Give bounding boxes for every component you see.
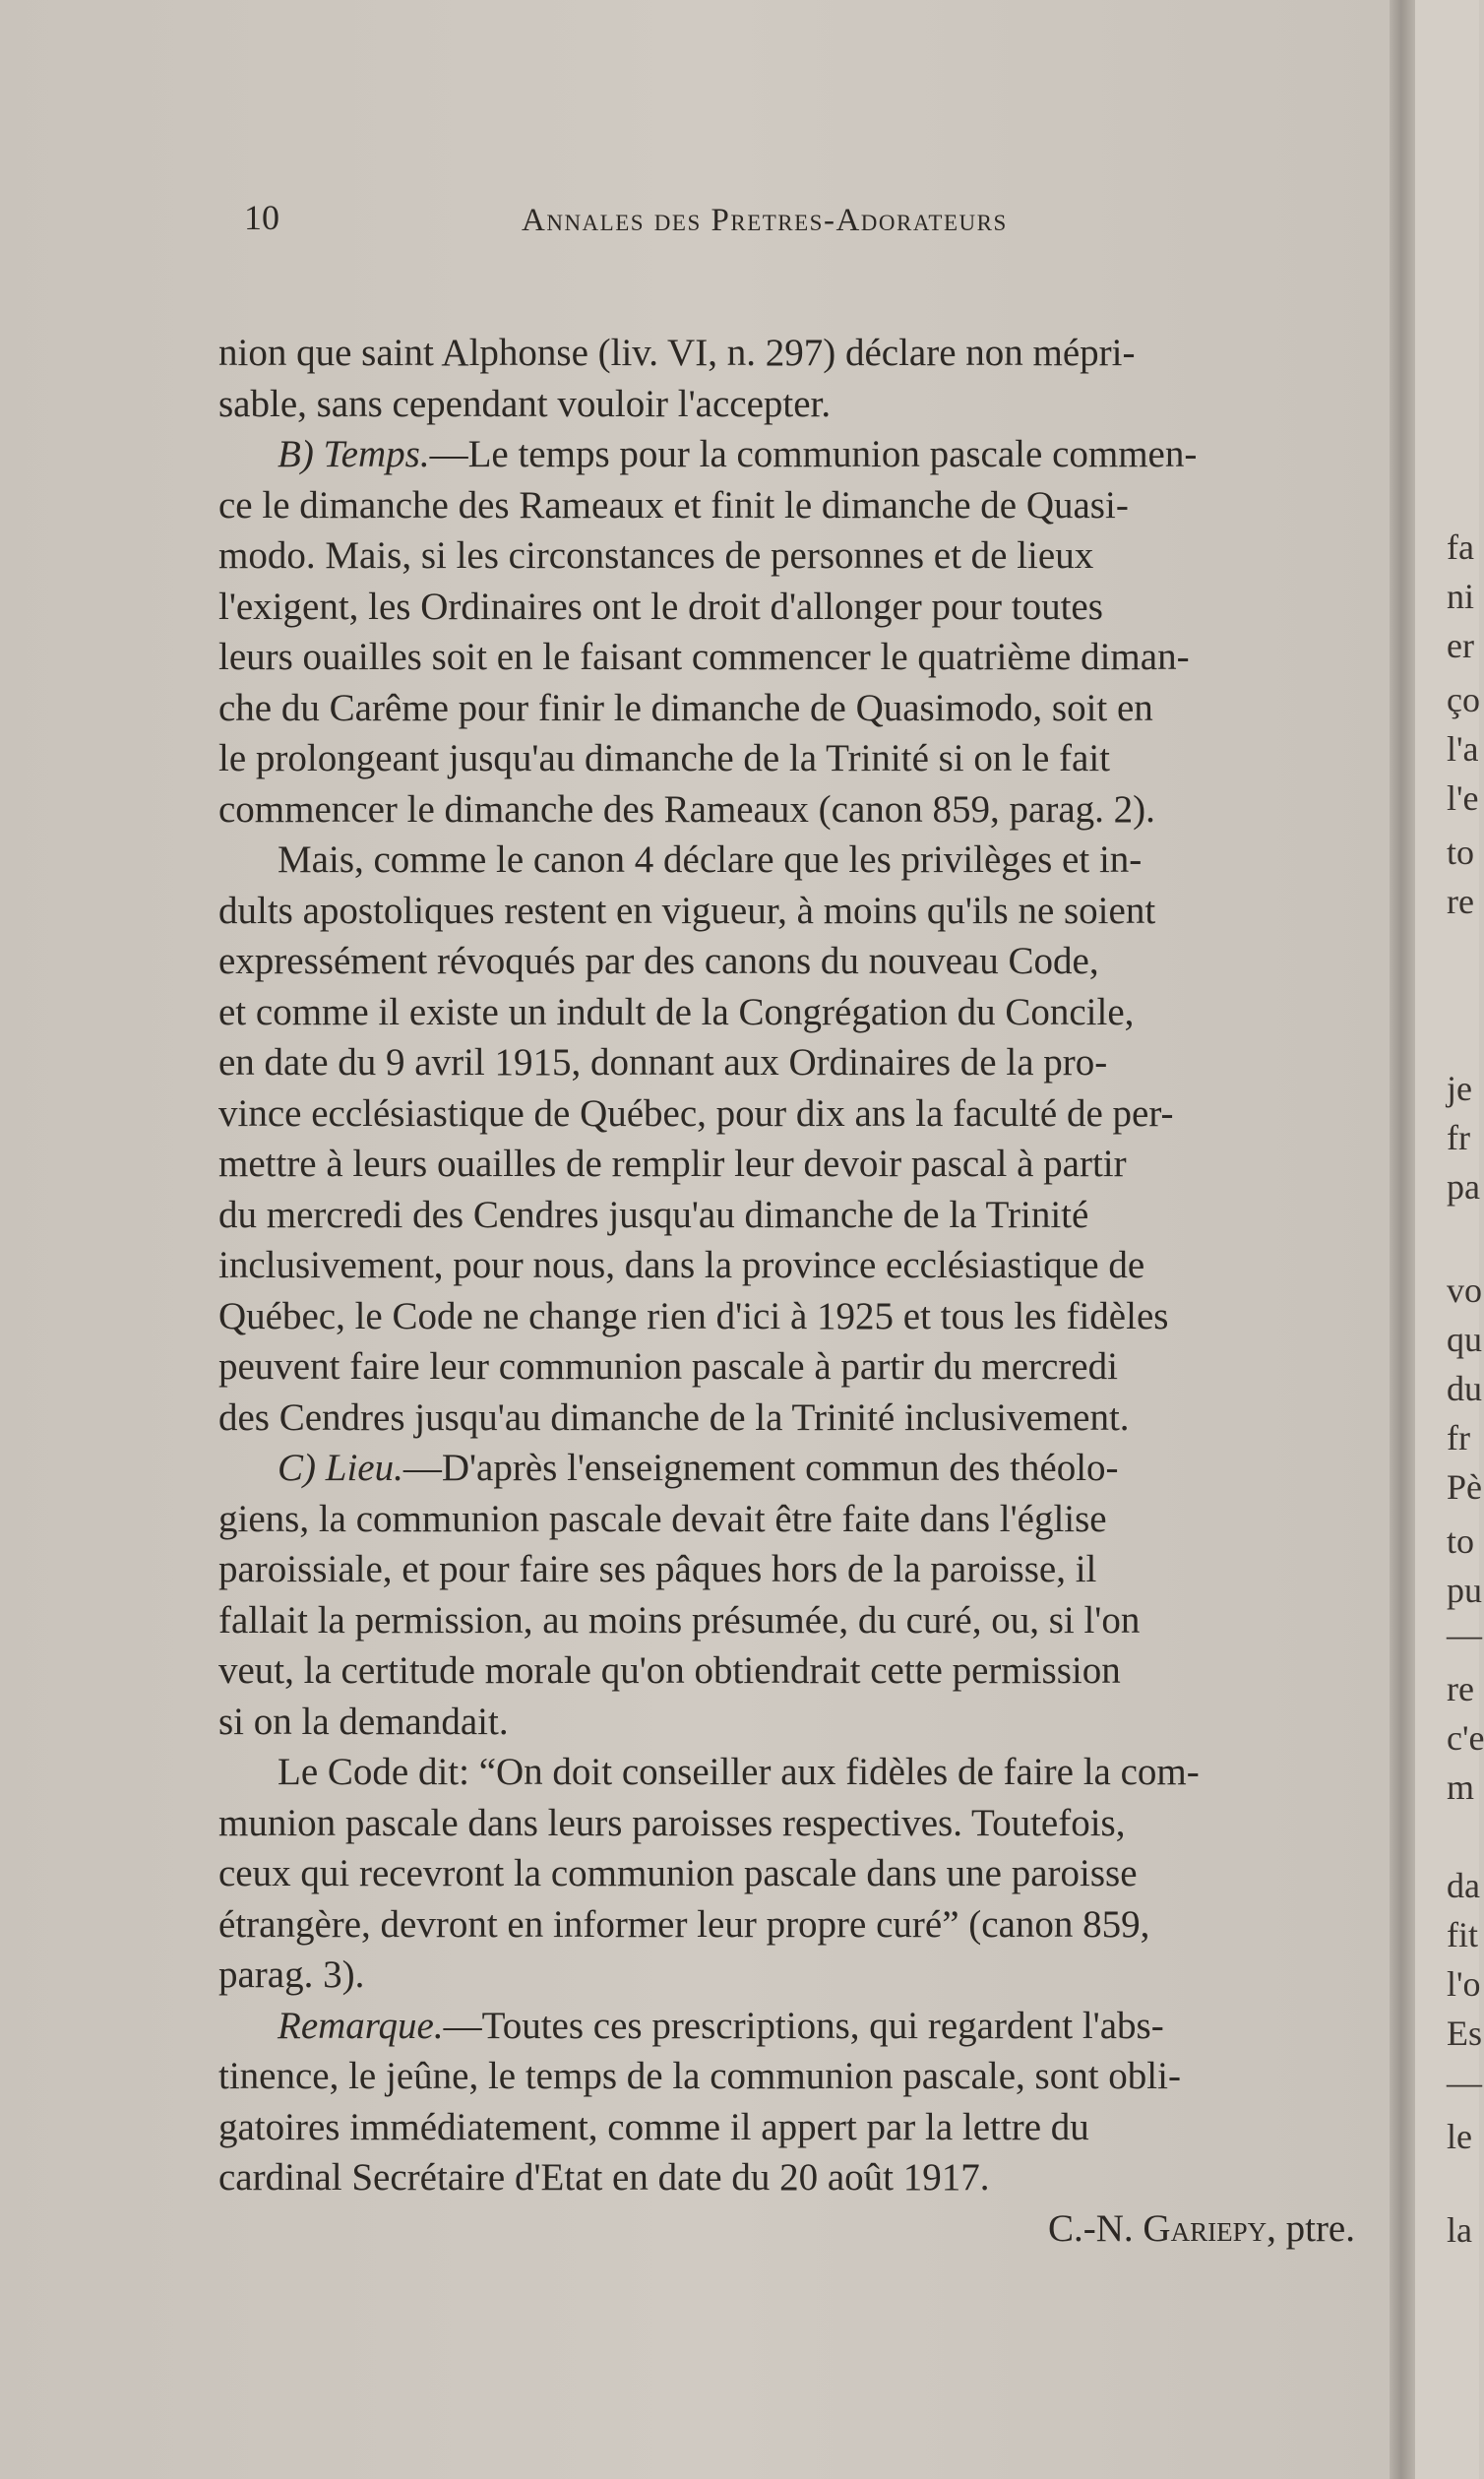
facing-page-fragment: to — [1447, 1521, 1475, 1561]
text-line — [218, 2154, 1380, 2201]
line-text: l'exigent, les Ordinaires ont le droit d'allonger pour toutes — [218, 585, 1103, 628]
section-lead: C) Lieu. — [278, 1447, 403, 1489]
facing-page-fragment: fit — [1447, 1915, 1478, 1954]
facing-page-fragment: pu — [1447, 1571, 1482, 1610]
facing-page-fragment: — — [1447, 2063, 1482, 2102]
line-text: inclusivement, pour nous, dans la province ecclésiastique de — [218, 1244, 1145, 1286]
facing-page-fragment: Es — [1447, 2014, 1482, 2053]
line-text: paroissiale, et pour faire ses pâques hors de la paroisse, il — [218, 1548, 1097, 1590]
line-text: sable, sans cependant vouloir l'accepter. — [218, 382, 832, 425]
line-text: cardinal Secrétaire d'Etat en date du 20 août 1917. — [218, 2156, 990, 2199]
text-line — [218, 634, 1380, 681]
text-line — [218, 888, 1380, 935]
line-text: che du Carême pour finir le dimanche de Quasimodo, soit en — [218, 686, 1153, 729]
article-body — [218, 330, 1380, 2259]
text-line — [218, 1901, 1380, 1949]
facing-page-fragment: vo — [1447, 1270, 1482, 1310]
line-text: si on la demandait. — [218, 1700, 509, 1743]
line-text: parag. 3). — [218, 1953, 365, 1996]
facing-page-fragment: la — [1447, 2210, 1472, 2250]
facing-page-fragment: je — [1447, 1069, 1472, 1108]
signature — [1048, 2205, 1355, 2253]
text-line — [218, 1192, 1380, 1239]
line-text: leurs ouailles soit en le faisant commencer le quatrième diman- — [218, 636, 1190, 678]
text-line — [218, 938, 1380, 985]
line-text: des Cendres jusqu'au dimanche de la Trinité inclusivement. — [218, 1395, 1130, 1439]
line-text: Mais, comme le canon 4 déclare que les privilèges et in- — [278, 838, 1143, 881]
book-gutter — [1390, 0, 1415, 2479]
text-line — [218, 532, 1380, 580]
facing-page-fragment: re — [1447, 882, 1474, 921]
facing-page-fragment: da — [1447, 1866, 1480, 1905]
line-text: peuvent faire leur communion pascale à partir du mercredi — [218, 1345, 1118, 1388]
facing-page-fragment: ço — [1447, 680, 1480, 719]
facing-page-edge — [1415, 0, 1484, 2479]
text-line — [218, 685, 1380, 732]
text-line — [218, 1141, 1380, 1188]
text-line — [218, 786, 1380, 834]
line-text: dults apostoliques restent en vigueur, à moins qu'ils ne soient — [218, 889, 1156, 932]
line-text: en date du 9 avril 1915, donnant aux Ordinaires de la pro- — [218, 1041, 1108, 1084]
text-line — [218, 2053, 1380, 2100]
author-title: ptre. — [1275, 2206, 1355, 2250]
text-line — [218, 1242, 1380, 1289]
facing-page-fragment: fr — [1447, 1118, 1470, 1157]
facing-page-fragment: — — [1447, 1615, 1482, 1654]
line-text: étrangère, devront en informer leur propre curé” (canon 859, — [218, 1902, 1150, 1946]
text-line — [218, 1293, 1380, 1340]
line-text: —D'après l'enseignement commun des théolo- — [402, 1447, 1119, 1489]
line-text: Québec, le Code ne change rien d'ici à 1925 et tous les fidèles — [218, 1294, 1169, 1337]
text-line — [218, 1445, 1380, 1492]
text-line — [218, 584, 1380, 631]
line-text: ceux qui recevront la communion pascale dans une paroisse — [218, 1852, 1138, 1894]
text-line — [218, 837, 1380, 884]
facing-page-fragment: pa — [1447, 1167, 1480, 1207]
section-lead: Remarque. — [278, 2004, 444, 2047]
facing-page-fragment: to — [1447, 833, 1475, 872]
text-line — [218, 1749, 1380, 1796]
facing-page-fragment: du — [1447, 1369, 1482, 1408]
facing-page-fragment: er — [1447, 626, 1474, 665]
text-line — [218, 1343, 1380, 1391]
page-header — [244, 197, 1110, 246]
line-text: modo. Mais, si les circonstances de personnes et de lieux — [218, 534, 1094, 577]
facing-page-fragment: qu — [1447, 1320, 1482, 1359]
line-text: fallait la permission, au moins présumée, du curé, ou, si l'on — [218, 1598, 1141, 1642]
text-line — [218, 2003, 1380, 2050]
text-line — [218, 431, 1380, 478]
text-line — [218, 1647, 1380, 1695]
line-text: Le Code dit: “On doit conseiller aux fidèles de faire la com- — [278, 1751, 1200, 1793]
text-line — [218, 2104, 1380, 2151]
facing-page-fragment: re — [1447, 1669, 1474, 1708]
facing-page-fragment: m — [1447, 1767, 1475, 1807]
facing-page-fragment: Pè — [1447, 1467, 1482, 1507]
text-line — [218, 1496, 1380, 1543]
text-line — [218, 989, 1380, 1036]
line-text: expressément révoqués par des canons du nouveau Code, — [218, 940, 1099, 982]
facing-page-fragment: c'e — [1447, 1718, 1484, 1758]
line-text: —Toutes ces prescriptions, qui regardent l'abs- — [443, 2004, 1164, 2047]
facing-page-fragment: ni — [1447, 577, 1475, 616]
text-line — [218, 1800, 1380, 1847]
line-text: vince ecclésiastique de Québec, pour dix ans la faculté de per- — [218, 1091, 1174, 1135]
text-line — [218, 1850, 1380, 1897]
line-text: le prolongeant jusqu'au dimanche de la Trinité si on le fait — [218, 737, 1111, 779]
text-line — [218, 1546, 1380, 1593]
line-text: nion que saint Alphonse (liv. VI, n. 297) déclare non mépri- — [218, 332, 1136, 374]
facing-page-fragment: l'a — [1447, 729, 1479, 769]
line-text: veut, la certitude morale qu'on obtiendrait cette permission — [218, 1649, 1121, 1692]
facing-page-fragment: fr — [1447, 1418, 1470, 1457]
text-line — [218, 1090, 1380, 1138]
running-head: Annales des Pretres-Adorateurs — [522, 203, 1008, 238]
section-lead: B) Temps. — [278, 433, 430, 475]
line-text: gatoires immédiatement, comme il appert par la lettre du — [218, 2105, 1089, 2148]
text-line — [218, 381, 1380, 428]
facing-page-fragment: le — [1447, 2117, 1472, 2156]
facing-page-fragment: l'o — [1447, 1964, 1481, 2004]
text-line — [218, 1039, 1380, 1086]
line-text: munion pascale dans leurs paroisses respectives. Toutefois, — [218, 1801, 1126, 1844]
text-line — [218, 330, 1380, 377]
line-text: mettre à leurs ouailles de remplir leur devoir pascal à partir — [218, 1143, 1127, 1185]
text-line — [218, 1952, 1380, 1999]
line-text: ce le dimanche des Rameaux et finit le dimanche de Quasi- — [218, 483, 1129, 527]
page-number: 10 — [244, 198, 279, 237]
facing-page-fragment: l'e — [1447, 778, 1479, 818]
line-text: et comme il existe un indult de la Congrégation du Concile, — [218, 990, 1135, 1033]
author-name: C.-N. Gariepy, — [1048, 2206, 1276, 2250]
line-text: commencer le dimanche des Rameaux (canon 859, parag. 2). — [218, 787, 1155, 831]
text-line — [218, 1699, 1380, 1746]
line-text: —Le temps pour la communion pascale commen- — [429, 433, 1198, 475]
text-line — [218, 482, 1380, 529]
facing-page-fragment: fa — [1447, 527, 1474, 567]
line-text: giens, la communion pascale devait être faite dans l'église — [218, 1497, 1107, 1540]
line-text: du mercredi des Cendres jusqu'au dimanche de la Trinité — [218, 1193, 1089, 1236]
line-text: tinence, le jeûne, le temps de la communion pascale, sont obli- — [218, 2055, 1181, 2097]
text-line — [218, 1394, 1380, 1442]
text-line — [218, 1597, 1380, 1644]
text-line — [218, 735, 1380, 782]
